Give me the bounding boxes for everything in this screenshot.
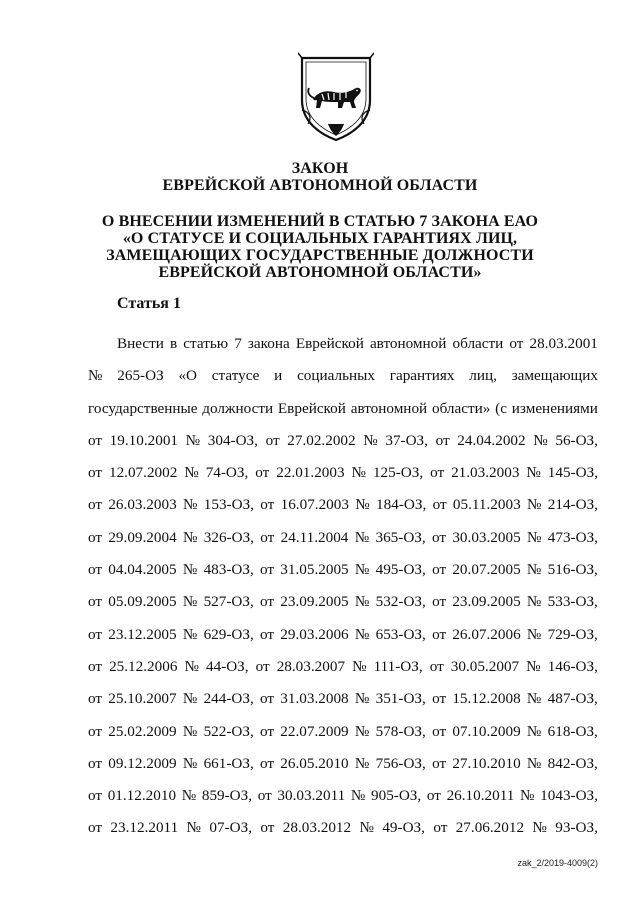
body-word: от [432,722,447,740]
body-line [88,780,598,812]
body-word: 24.11.2004 [280,528,349,546]
body-word: 29.03.2006 [280,625,349,643]
body-word: от [257,787,272,805]
body-word: 16.07.2003 [280,496,349,514]
body-word: № [182,690,198,708]
body-word: 30.03.2005 [452,528,521,546]
body-word: 23.09.2005 [280,593,349,611]
body-word: № [526,625,542,643]
body-word: от [260,528,275,546]
body-word: 26.05.2010 [280,754,349,772]
body-word: 145-ОЗ, [547,464,598,482]
body-word: № [182,754,198,772]
body-word: № [526,657,541,675]
body-word: № [351,464,366,482]
body-word: 05.09.2005 [108,593,177,611]
body-word: 125-ОЗ, [372,464,424,482]
body-word: от [260,593,275,611]
body-word: 28.03.2007 [276,657,346,675]
body-word: Еврейской [277,399,346,417]
body-word: от [432,561,447,579]
body-line [88,619,598,651]
body-word: 22.01.2003 [276,464,345,482]
body-word: № [520,787,535,805]
body-word: от [88,690,103,708]
body-word: от [260,754,275,772]
body-word: 05.11.2003 [452,496,521,514]
body-line-text [88,393,598,425]
body-word: 23.12.2005 [108,625,177,643]
body-word: от [429,657,444,675]
body-word: 26.03.2003 [108,496,177,514]
body-word: № [526,690,542,708]
body-word: 495-ОЗ, [375,561,426,579]
body-word: 146-ОЗ, [547,657,598,675]
body-word: 527-ОЗ, [203,593,254,611]
body-word: № [533,431,548,449]
body-line-text [88,780,598,812]
coat-of-arms-emblem [298,52,374,142]
body-word: 37-ОЗ, [385,431,428,449]
body-word: 07.10.2009 [452,722,521,740]
body-word: № [354,722,370,740]
body-word: от [433,819,448,837]
body-word: № [186,819,202,837]
body-word: 23.09.2005 [452,593,521,611]
body-word: 25.12.2006 [109,657,178,675]
body-word: 28.03.2001 [529,335,598,352]
body-word: автономной [350,399,428,417]
body-word: 31.03.2008 [280,690,349,708]
body-word: 93-ОЗ, [555,819,598,837]
body-word: 184-ОЗ, [376,496,427,514]
body-word: от [88,787,103,805]
article-body [88,328,598,845]
body-word: 533-ОЗ, [547,593,598,611]
body-word: от [260,690,275,708]
body-word: № [526,754,542,772]
body-word: (с [495,399,507,417]
body-word: от [88,464,103,482]
body-word: 618-ОЗ, [547,722,598,740]
body-line-text [88,748,598,780]
body-word: № [182,625,198,643]
body-word: от [260,819,275,837]
body-word: № [526,722,542,740]
body-word: 351-ОЗ, [375,690,426,708]
body-word: 304-ОЗ, [207,431,258,449]
body-word: 214-ОЗ, [547,496,598,514]
body-line [88,812,598,844]
body-word: № [181,787,197,805]
body-word: 859-ОЗ, [201,787,253,805]
body-word: 12.07.2002 [108,464,178,482]
body-word: от [435,431,450,449]
body-line-text [88,457,598,489]
body-word: 27.02.2002 [287,431,356,449]
body-word: от [426,787,441,805]
body-word: от [88,593,103,611]
body-word: социальных [297,367,375,385]
body-word: Еврейской [295,335,364,352]
body-word: 56-ОЗ, [555,431,598,449]
body-word: 07-ОЗ, [209,819,253,837]
body-word: «О [178,367,198,385]
body-line-text [117,328,598,360]
law-title-line: О ВНЕСЕНИИ ИЗМЕНЕНИЙ В СТАТЬЮ 7 ЗАКОНА ЕАО [101,213,539,230]
body-word: от [88,625,103,643]
body-word: 15.12.2008 [452,690,521,708]
body-word: 31.05.2005 [280,561,349,579]
body-word: от [255,657,270,675]
body-word: 629-ОЗ, [203,625,254,643]
body-word: 153-ОЗ, [203,496,254,514]
body-line [88,425,598,457]
body-word: № [182,593,198,611]
body-word: от [432,625,447,643]
body-word: № [526,496,542,514]
body-word: 74-ОЗ, [205,464,249,482]
body-word: от [88,528,103,546]
body-word: 25.02.2009 [108,722,177,740]
body-line [88,586,598,618]
body-word: от [432,496,447,514]
body-word: № [354,528,370,546]
body-word: № [184,464,199,482]
body-word: 21.03.2003 [451,464,520,482]
article-heading: Статья 1 [117,295,181,312]
law-title-line: «О СТАТУСЕ И СОЦИАЛЬНЫХ ГАРАНТИЯХ ЛИЦ, [122,230,518,247]
body-word: 653-ОЗ, [375,625,426,643]
body-line [88,457,598,489]
body-word: № [88,367,103,385]
body-word: 22.07.2009 [280,722,349,740]
body-line [88,360,598,392]
body-line-text [88,489,598,521]
body-line-text [88,683,598,715]
body-word: 1043-ОЗ, [540,787,598,805]
body-word: в [170,335,178,352]
body-word: от [265,431,280,449]
body-word: № [354,561,370,579]
body-word: автономной [369,335,447,352]
body-word: от [88,561,103,579]
body-word: № [526,464,541,482]
body-line-text [88,554,598,586]
body-word: 01.12.2010 [107,787,177,805]
body-word: от [88,819,103,837]
body-word: 265-ОЗ [117,367,164,385]
body-word: 756-ОЗ, [375,754,426,772]
body-word: 729-ОЗ, [547,625,598,643]
body-word: 09.12.2009 [108,754,177,772]
body-word: № [182,561,198,579]
body-word: 23.12.2011 [110,819,179,837]
body-word: 473-ОЗ, [547,528,598,546]
body-line [88,748,598,780]
body-word: 25.10.2007 [108,690,177,708]
body-word: № [354,754,370,772]
body-word: 842-ОЗ, [547,754,598,772]
body-word: 111-ОЗ, [373,657,423,675]
body-word: Внести [117,335,164,352]
body-word: 483-ОЗ, [203,561,254,579]
body-word: 27.06.2012 [455,819,525,837]
body-line-text [88,812,598,844]
body-word: области» [431,399,491,417]
law-header [0,160,640,194]
body-word: 244-ОЗ, [203,690,254,708]
body-word: № [526,528,542,546]
body-word: № [354,593,370,611]
body-word: от [260,625,275,643]
body-line [88,328,598,360]
law-title-line: ЕВРЕЙСКОЙ АВТОНОМНОЙ ОБЛАСТИ» [158,264,482,281]
body-word: 522-ОЗ, [203,722,254,740]
law-title [0,213,640,281]
body-word: 326-ОЗ, [203,528,254,546]
body-word: 30.03.2011 [277,787,346,805]
body-word: области [452,335,504,352]
body-word: 578-ОЗ, [375,722,426,740]
body-word: 487-ОЗ, [547,690,598,708]
document-code: zak_2/2019-4009(2) [517,858,598,868]
body-word: изменениями [511,399,598,417]
body-word: № [182,528,198,546]
body-word: 20.07.2005 [452,561,521,579]
body-word: 26.10.2011 [446,787,515,805]
body-word: 30.05.2007 [450,657,520,675]
body-word: № [350,787,366,805]
body-word: от [432,528,447,546]
body-word: лиц, [469,367,497,385]
body-word: от [430,464,445,482]
body-word: 04.04.2005 [108,561,177,579]
body-word: 49-ОЗ, [382,819,425,837]
body-word: от [509,335,524,352]
body-word: от [260,561,275,579]
body-word: гарантиях [389,367,455,385]
body-word: от [255,464,270,482]
body-line [88,554,598,586]
body-word: № [526,593,542,611]
body-line-text [88,425,598,457]
body-word: 29.09.2004 [108,528,177,546]
body-word: 24.04.2002 [457,431,526,449]
body-word: 44-ОЗ, [205,657,249,675]
body-word: № [355,496,370,514]
body-word: № [182,722,198,740]
body-word: 28.03.2012 [282,819,352,837]
region-label: ЕВРЕЙСКОЙ АВТОНОМНОЙ ОБЛАСТИ [162,177,478,194]
body-word: 532-ОЗ, [375,593,426,611]
law-title-line: ЗАМЕЩАЮЩИХ ГОСУДАРСТВЕННЫЕ ДОЛЖНОСТИ [106,247,534,264]
body-line-text [88,522,598,554]
body-word: № [363,431,378,449]
body-line [88,651,598,683]
body-word: от [432,690,447,708]
body-word: № [185,431,201,449]
body-word: № [184,657,199,675]
body-line-text [88,619,598,651]
body-word: и [274,367,283,385]
body-word: № [182,496,198,514]
body-word: статью [183,335,229,352]
body-word: № [352,657,367,675]
body-word: № [532,819,547,837]
body-word: замещающих [511,367,598,385]
body-word: 19.10.2001 [109,431,178,449]
body-line [88,683,598,715]
body-word: 365-ОЗ, [375,528,426,546]
body-line [88,716,598,748]
body-line [88,522,598,554]
body-word: статусе [211,367,260,385]
body-line [88,393,598,425]
body-word: от [88,754,103,772]
body-word: № [359,819,374,837]
body-word: 516-ОЗ, [547,561,598,579]
body-word: от [260,496,275,514]
body-line [88,489,598,521]
body-word: № [354,625,370,643]
body-word: должности [202,399,274,417]
body-word: № [354,690,370,708]
body-line-text [88,716,598,748]
body-word: от [88,431,103,449]
body-word: 661-ОЗ, [203,754,254,772]
body-line-text [88,586,598,618]
body-word: 27.10.2010 [452,754,521,772]
body-word: от [88,496,103,514]
body-word: от [88,657,103,675]
law-label: ЗАКОН [291,160,349,177]
body-line-text [88,651,598,683]
body-word: государственные [88,399,198,417]
body-word: 7 [234,335,242,352]
body-word: закона [247,335,290,352]
body-word: 905-ОЗ, [371,787,422,805]
body-word: от [88,722,103,740]
body-word: 26.07.2006 [452,625,521,643]
body-word: от [260,722,275,740]
body-word: от [432,754,447,772]
body-word: № [526,561,542,579]
body-word: от [432,593,447,611]
